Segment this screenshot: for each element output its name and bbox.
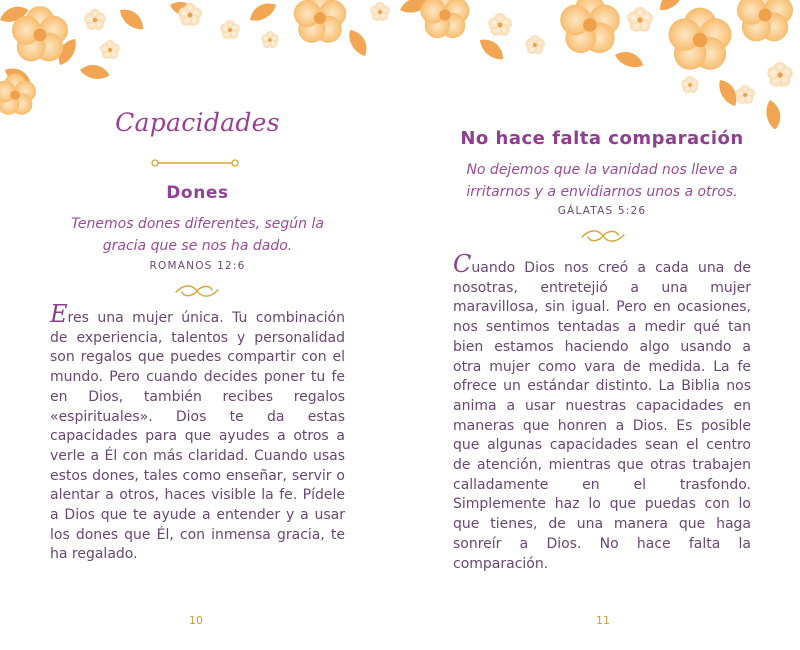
drop-cap: C xyxy=(453,250,472,278)
left-page xyxy=(50,0,345,650)
section-title: Capacidades xyxy=(115,108,280,137)
page-number: 10 xyxy=(189,614,203,627)
page-number: 11 xyxy=(596,614,610,627)
verse: No dejemos que la vanidad nos lleve a irritarnos y a envidiarnos unos a otros. xyxy=(466,162,738,200)
subtitle: Dones xyxy=(166,183,229,203)
right-page xyxy=(453,0,751,650)
ornamental-rule-icon xyxy=(150,156,240,170)
body-paragraph: uando Dios nos creó a cada una de nosotras, entretejió a una mujer maravillosa, sin igual. Pero en ocasiones, nos sentimos tentadas a medir qué tan bien estamos haciendo algo usando a otra mujer como vara de medida. La fe ofrece un estándar distinto. La Biblia nos anima a usar nuestras capacidades en maneras que honren a Dios. Es posible que algunas capacidades sean el centro de atención, mientras que otras trabajen calladamente en el trasfondo. Simplemente haz lo que puedas con lo que tienes, de una manera que haga sonreír a Dios. No hace falta la comparación. xyxy=(453,260,751,572)
body-text xyxy=(453,250,751,574)
body-text xyxy=(50,300,345,565)
body-paragraph: res una mujer única. Tu combinación de experiencia, talentos y personalidad son regalos que puedes compartir con el mundo. Pero cuando decides poner tu fe en Dios, también recibes regalos «espirituales». Dios te da estas capacidades para que ayudes a otros a verle a Él con más claridad. Cuando usas estos dones, tales como enseñar, servir o alentar a otros, haces visible la fe. Pídele a Dios que te ayude a entender y a usar los dones que Él, con inmensa gracia, te ha regalado. xyxy=(50,310,345,563)
verse-reference: ROMANOS 12:6 xyxy=(149,260,246,272)
page-title: No hace falta comparación xyxy=(460,128,744,149)
verse-reference: GÁLATAS 5:26 xyxy=(557,205,647,217)
drop-cap: E xyxy=(50,300,68,328)
verse: Tenemos dones diferentes, según la gracia que se nos ha dado. xyxy=(71,216,324,254)
swash-ornament-icon xyxy=(174,283,220,299)
swash-ornament-icon xyxy=(580,228,626,244)
